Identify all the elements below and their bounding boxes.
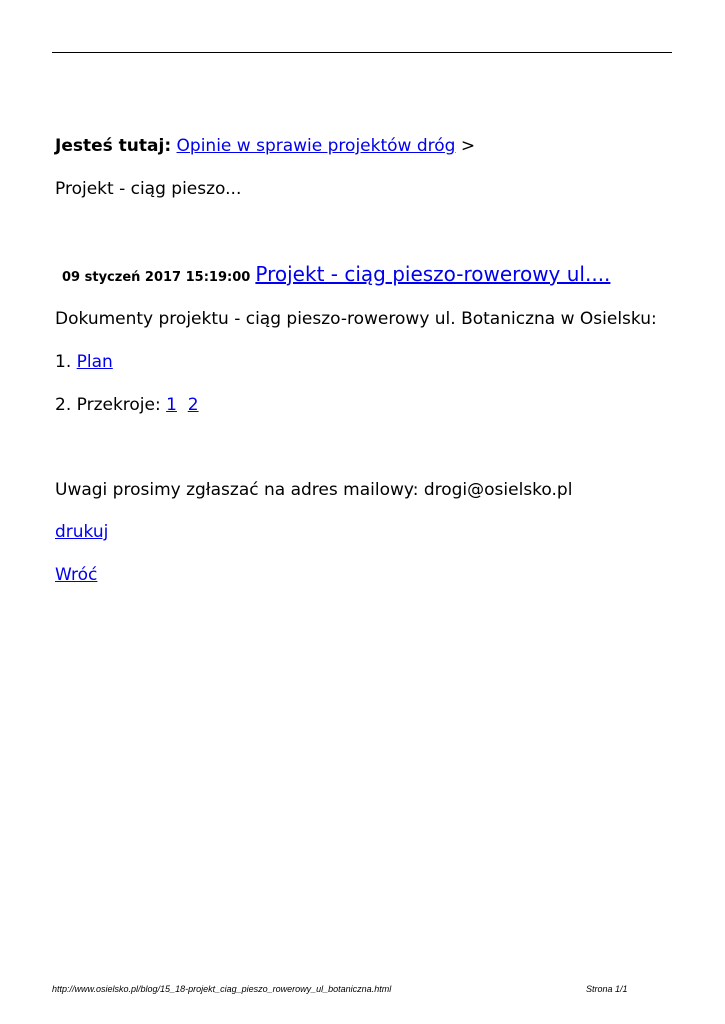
print-action bbox=[55, 522, 108, 542]
breadcrumb-current: Projekt - ciąg pieszo... bbox=[55, 179, 242, 199]
back-action bbox=[55, 565, 97, 585]
document-item-plan bbox=[55, 352, 113, 372]
przekroj-link-2[interactable]: 2 bbox=[187, 395, 199, 415]
article-title-link[interactable]: Projekt - ciąg pieszo-rowerowy ul.... bbox=[255, 262, 611, 286]
plan-link[interactable]: Plan bbox=[76, 352, 113, 372]
breadcrumb bbox=[55, 136, 475, 156]
breadcrumb-separator: > bbox=[460, 136, 476, 156]
contact-info: Uwagi prosimy zgłaszać na adres mailowy: drogi@osielsko.pl bbox=[55, 480, 573, 500]
item-label: 2. Przekroje: bbox=[55, 395, 161, 415]
back-link[interactable]: Wróć bbox=[55, 565, 98, 585]
breadcrumb-label: Jesteś tutaj: bbox=[55, 136, 172, 156]
breadcrumb-link-opinie[interactable]: Opinie w sprawie projektów dróg bbox=[176, 136, 456, 156]
footer-url: http://www.osielsko.pl/blog/15_18-projekt_ciag_pieszo_rowerowy_ul_botaniczna.html bbox=[52, 984, 392, 994]
item-number: 1. bbox=[55, 352, 72, 372]
document-item-przekroje bbox=[55, 395, 199, 415]
print-link[interactable]: drukuj bbox=[55, 522, 109, 542]
header-divider bbox=[52, 52, 672, 53]
article-date: 09 styczeń 2017 15:19:00 bbox=[62, 270, 251, 285]
article-intro: Dokumenty projektu - ciąg pieszo-rowerowy ul. Botaniczna w Osielsku: bbox=[55, 309, 657, 329]
article-header bbox=[62, 262, 610, 286]
footer-page-number: Strona 1/1 bbox=[586, 984, 628, 994]
przekroj-link-1[interactable]: 1 bbox=[166, 395, 177, 415]
